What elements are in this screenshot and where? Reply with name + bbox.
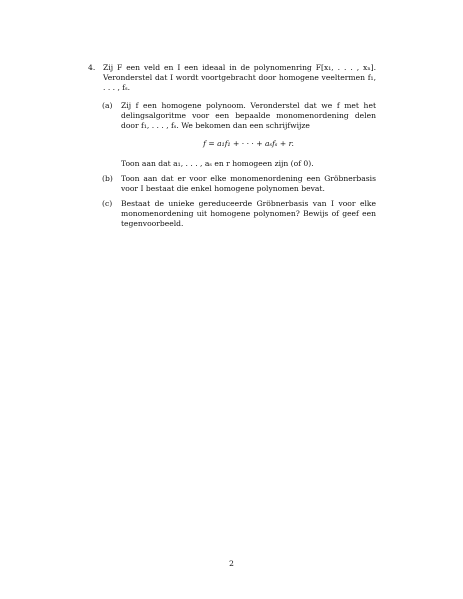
subpart-label: (b) <box>102 173 113 183</box>
subpart-label: (a) <box>102 101 113 111</box>
subpart-c <box>102 199 376 229</box>
subpart-a <box>102 101 376 168</box>
subparts-list <box>102 101 376 229</box>
problem-4 <box>88 63 376 234</box>
subpart-body <box>121 199 376 229</box>
subpart-b <box>102 174 376 194</box>
problem-number: 4. <box>88 63 96 72</box>
subpart-body <box>121 101 376 168</box>
subpart-text: Zij f een homogene polynoom. Veronderstel dat we f met het delingsalgoritme voor een bepaalde monomenordening delen door f₁, . . . , fₛ. We bekomen dan een schrijfwijze <box>121 101 376 131</box>
page-number: 2 <box>229 559 234 568</box>
subpart-body <box>121 174 376 194</box>
subpart-label: (c) <box>102 198 113 208</box>
problem-statement: Zij F een veld en I een ideaal in de polynomenring F[x₁, . . . , xₙ]. Veronderstel dat I wordt voortgebracht door homogene veeltermen f₁, . . . , fₛ. <box>103 63 376 93</box>
subpart-text: Bestaat de unieke gereduceerde Gröbnerbasis van I voor elke monomenordening uit homogene polynomen? Bewijs of geef een tegenvoorbeeld. <box>121 198 376 229</box>
subpart-follow-up: Toon aan dat a₁, . . . , aₛ en r homogeen zijn (of 0). <box>121 158 314 168</box>
problem-header <box>88 63 376 93</box>
subpart-text: Toon aan dat er voor elke monomenordening een Gröbnerbasis voor I bestaat die enkel homogene polynomen bevat. <box>121 173 376 193</box>
equation: f = a₁f₁ + · · · + aₛfₛ + r. <box>203 138 294 148</box>
